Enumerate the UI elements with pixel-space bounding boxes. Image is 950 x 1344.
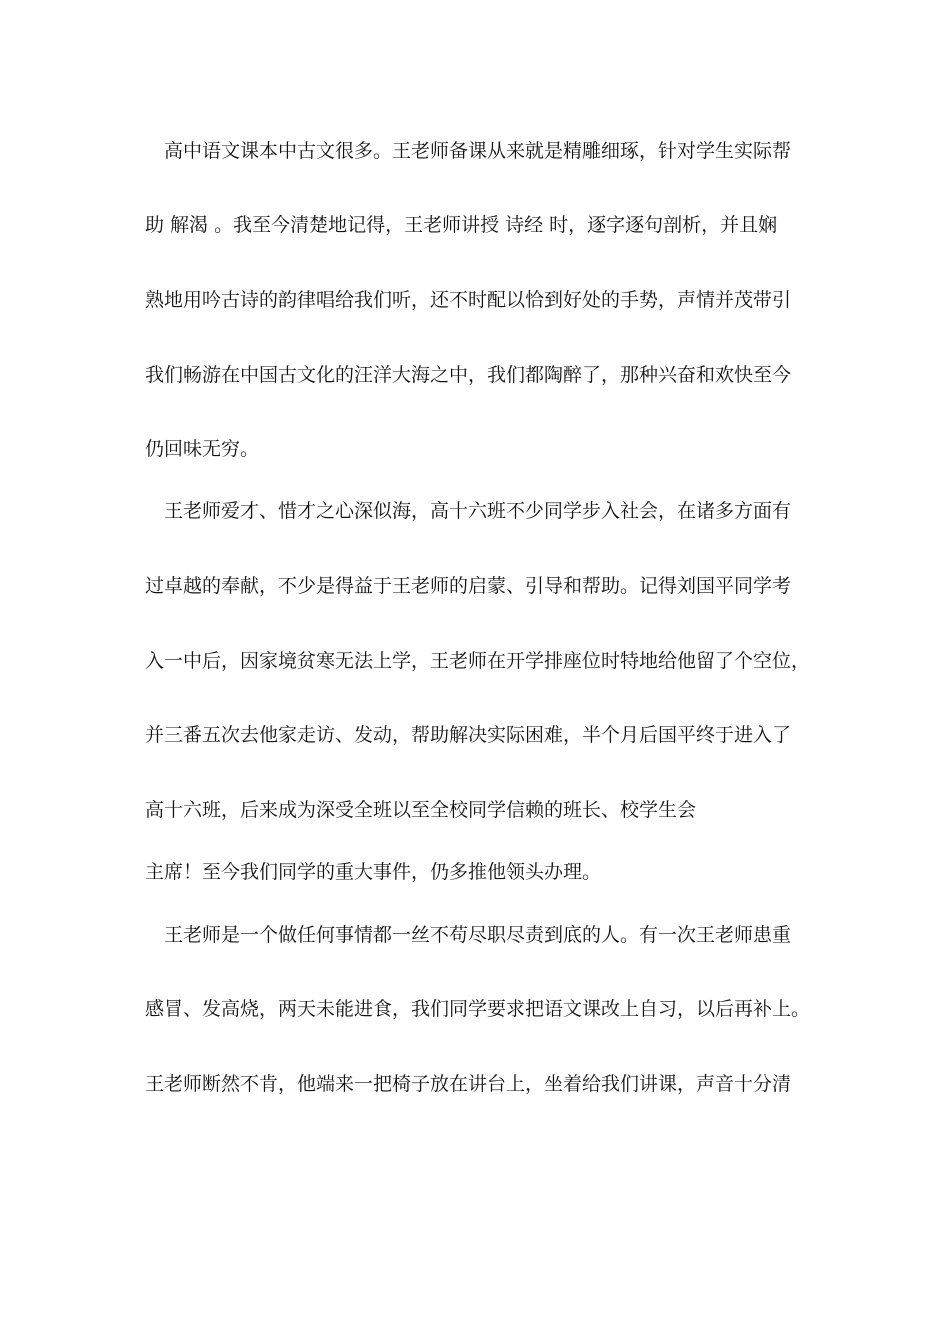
text-line: 高十六班，后来成为深受全班以至全校同学信赖的班长、校学生会 <box>145 799 697 821</box>
text-line: 仍回味无穷。 <box>145 438 260 460</box>
text-line: 主席！至今我们同学的重大事件，仍多推他领头办理。 <box>145 861 602 883</box>
text-line: 过卓越的奉献，不少是得益于王老师的启蒙、引导和帮助。记得刘国平同学考 <box>145 575 792 597</box>
text-line: 王老师断然不肯，他端来一把椅子放在讲台上，坐着给我们讲课，声音十分清 <box>145 1073 792 1095</box>
text-line: 感冒、发高烧，两天未能进食，我们同学要求把语文课改上自习，以后再补上。 <box>145 998 811 1020</box>
text-line: 并三番五次去他家走访、发动，帮助解决实际困难，半个月后国平终于进入了 <box>145 724 792 746</box>
text-line: 王老师是一个做任何事情都一丝不苟尽职尽责到底的人。有一次王老师患重 <box>145 924 792 946</box>
text-line: 高中语文课本中古文很多。王老师备课从来就是精雕细琢，针对学生实际帮 <box>145 140 792 162</box>
text-line: 王老师爱才、惜才之心深似海，高十六班不少同学步入社会，在诸多方面有 <box>145 500 792 522</box>
text-line: 入一中后，因家境贫寒无法上学，王老师在开学排座位时特地给他留了个空位， <box>145 650 811 672</box>
text-line: 助 解渴 。我至今清楚地记得，王老师讲授 诗经 时，逐字逐句剖析，并且娴 <box>145 214 778 236</box>
text-line: 我们畅游在中国古文化的汪洋大海之中，我们都陶醉了，那种兴奋和欢快至今 <box>145 364 792 386</box>
text-line: 熟地用吟古诗的韵律唱给我们听，还不时配以恰到好处的手势，声情并茂带引 <box>145 289 792 311</box>
